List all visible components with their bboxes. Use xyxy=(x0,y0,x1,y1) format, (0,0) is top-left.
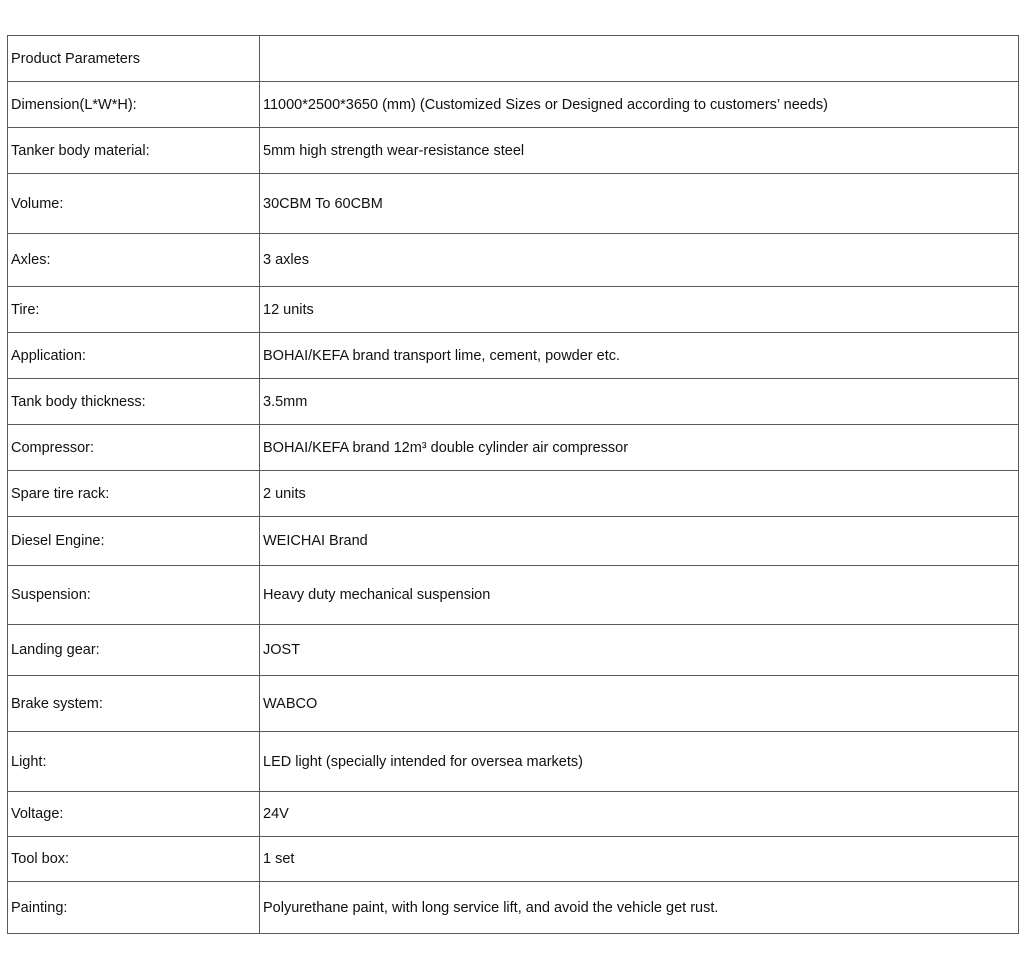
table-row xyxy=(8,625,1019,676)
header-label: Product Parameters xyxy=(8,36,260,82)
row-value: 11000*2500*3650 (mm) (Customized Sizes or Designed according to customers’ needs) xyxy=(260,82,1019,128)
table-row xyxy=(8,287,1019,333)
row-label: Dimension(L*W*H): xyxy=(8,82,260,128)
row-value: 30CBM To 60CBM xyxy=(260,174,1019,234)
row-label: Voltage: xyxy=(8,792,260,837)
table-row xyxy=(8,82,1019,128)
table-row xyxy=(8,732,1019,792)
table-row xyxy=(8,379,1019,425)
row-value: WABCO xyxy=(260,676,1019,732)
table-row xyxy=(8,174,1019,234)
row-value: 3 axles xyxy=(260,234,1019,287)
row-label: Tool box: xyxy=(8,837,260,882)
row-label: Light: xyxy=(8,732,260,792)
table-row xyxy=(8,792,1019,837)
row-label: Volume: xyxy=(8,174,260,234)
row-value: 5mm high strength wear-resistance steel xyxy=(260,128,1019,174)
row-label: Brake system: xyxy=(8,676,260,732)
row-label: Tanker body material: xyxy=(8,128,260,174)
table-row xyxy=(8,676,1019,732)
table-row xyxy=(8,517,1019,566)
product-parameters-table xyxy=(7,35,1019,934)
row-value: WEICHAI Brand xyxy=(260,517,1019,566)
row-label: Landing gear: xyxy=(8,625,260,676)
row-value: 3.5mm xyxy=(260,379,1019,425)
row-value: 12 units xyxy=(260,287,1019,333)
table-row xyxy=(8,333,1019,379)
table-row xyxy=(8,837,1019,882)
table-row xyxy=(8,128,1019,174)
table-row xyxy=(8,566,1019,625)
row-label: Spare tire rack: xyxy=(8,471,260,517)
table-row xyxy=(8,425,1019,471)
row-label: Application: xyxy=(8,333,260,379)
row-value: JOST xyxy=(260,625,1019,676)
header-value xyxy=(260,36,1019,82)
row-value: BOHAI/KEFA brand 12m³ double cylinder air compressor xyxy=(260,425,1019,471)
row-value: Heavy duty mechanical suspension xyxy=(260,566,1019,625)
row-value: 2 units xyxy=(260,471,1019,517)
row-label: Tank body thickness: xyxy=(8,379,260,425)
row-value: Polyurethane paint, with long service lift, and avoid the vehicle get rust. xyxy=(260,882,1019,934)
row-label: Tire: xyxy=(8,287,260,333)
row-value: 24V xyxy=(260,792,1019,837)
table-header-row xyxy=(8,36,1019,82)
table-row xyxy=(8,882,1019,934)
row-label: Compressor: xyxy=(8,425,260,471)
table-row xyxy=(8,234,1019,287)
table-row xyxy=(8,471,1019,517)
row-value: 1 set xyxy=(260,837,1019,882)
row-label: Suspension: xyxy=(8,566,260,625)
row-value: LED light (specially intended for oversea markets) xyxy=(260,732,1019,792)
row-label: Axles: xyxy=(8,234,260,287)
row-label: Painting: xyxy=(8,882,260,934)
row-label: Diesel Engine: xyxy=(8,517,260,566)
row-value: BOHAI/KEFA brand transport lime, cement, powder etc. xyxy=(260,333,1019,379)
